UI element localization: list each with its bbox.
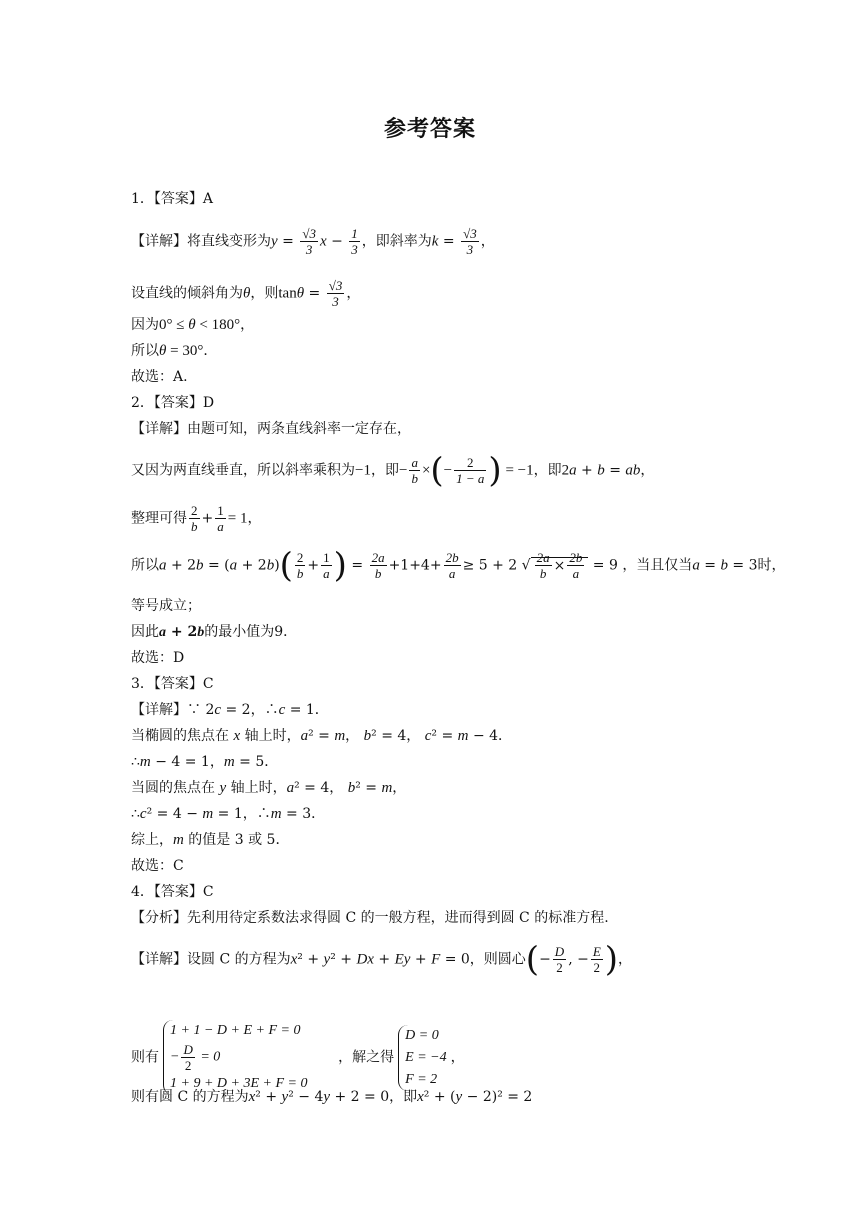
q1-line-4: 所以θ = 30°．: [131, 343, 218, 359]
q2-line-6: 因此a + 2b的最小值为9．: [131, 624, 298, 640]
q3-line-1: 【详解】∵ 2c = 2，∴c = 1．: [131, 702, 329, 718]
q3-line-5: ∴c² = 4 − m = 1，∴m = 3．: [131, 806, 326, 822]
q1-answer-head: 1．【答案】A: [131, 191, 214, 207]
page-title: 参考答案: [383, 117, 476, 142]
q3-line-4: 当圆的焦点在 y 轴上时，a² = 4， b² = m，: [131, 780, 407, 796]
q2-line-7: 故选：D: [131, 650, 185, 666]
q1-line-3: 因为0° ≤ θ < 180°，: [131, 317, 255, 333]
q4-answer-head: 4．【答案】C: [131, 884, 214, 900]
q2-line-2: 又因为两直线垂直，所以斜率乘积为−1，即− $\frac{a}{b}$ ×(− $\frac{2}{1 - a}$ ) = −1，即2a + b = ab，: [131, 450, 655, 491]
q4-line-2: 【详解】设圆 C 的方程为x² + y² + Dx + Ey + F = 0，则圆心(− $\frac{D}{2}$ , − $\frac{E}{2}$ )，: [131, 939, 633, 980]
q2-line-1: 【详解】由题可知，两条直线斜率一定存在，: [131, 421, 411, 437]
q3-line-3: ∴m − 4 = 1，m = 5．: [131, 754, 279, 770]
q3-line-7: 故选：C: [131, 858, 184, 874]
q2-answer-head: 2．【答案】D: [131, 395, 215, 411]
q2-line-3: 整理可得 $\frac{2}{b}$ + $\frac{1}{a}$ = 1，: [131, 503, 262, 534]
q4-line-4: 则有圆 C 的方程为x² + y² − 4y + 2 = 0，即x² + (y − 2)² = 2: [131, 1089, 533, 1105]
q3-line-6: 综上，m 的值是 3 或 5．: [131, 832, 290, 848]
q4-line-1: 【分析】先利用待定系数法求得圆 C 的一般方程，进而得到圆 C 的标准方程.: [131, 910, 609, 926]
q2-line-5: 等号成立；: [131, 598, 201, 614]
q1-line-2: 设直线的倾斜角为θ，则tanθ = $\frac{√3}{3}$ ，: [131, 278, 361, 309]
q2-line-4: 所以a + 2b = (a + 2b)( $\frac{2}{b}$ + $\frac{1}{a}$ ) = $\frac{2a}{b}$ +1+4+ $\frac{2b}{a}$ ≥ 5 + 2 √ $\frac{2a}{b}$ × $\frac{2b}{a}$ = 9 ，当且仅当a = b = 3时，: [131, 545, 786, 586]
q1-line-1: 【详解】将直线变形为y = $\frac{√3}{3}$ x − $\frac{1}{3}$ ，即斜率为k = $\frac{√3}{3}$ ，: [131, 226, 495, 257]
q4-line-3: 则有 1 + 1 − D + E + F = 0 − $\frac{D}{2}$ = 0 1 + 9 + D + 3E + F = 0 ，解之得 D = 0 E = −4 F = 2 ，: [131, 1020, 465, 1095]
q1-line-5: 故选：A.: [131, 369, 188, 385]
q3-answer-head: 3．【答案】C: [131, 676, 214, 692]
q3-line-2: 当椭圆的焦点在 x 轴上时，a² = m， b² = 4， c² = m − 4．: [131, 728, 513, 744]
